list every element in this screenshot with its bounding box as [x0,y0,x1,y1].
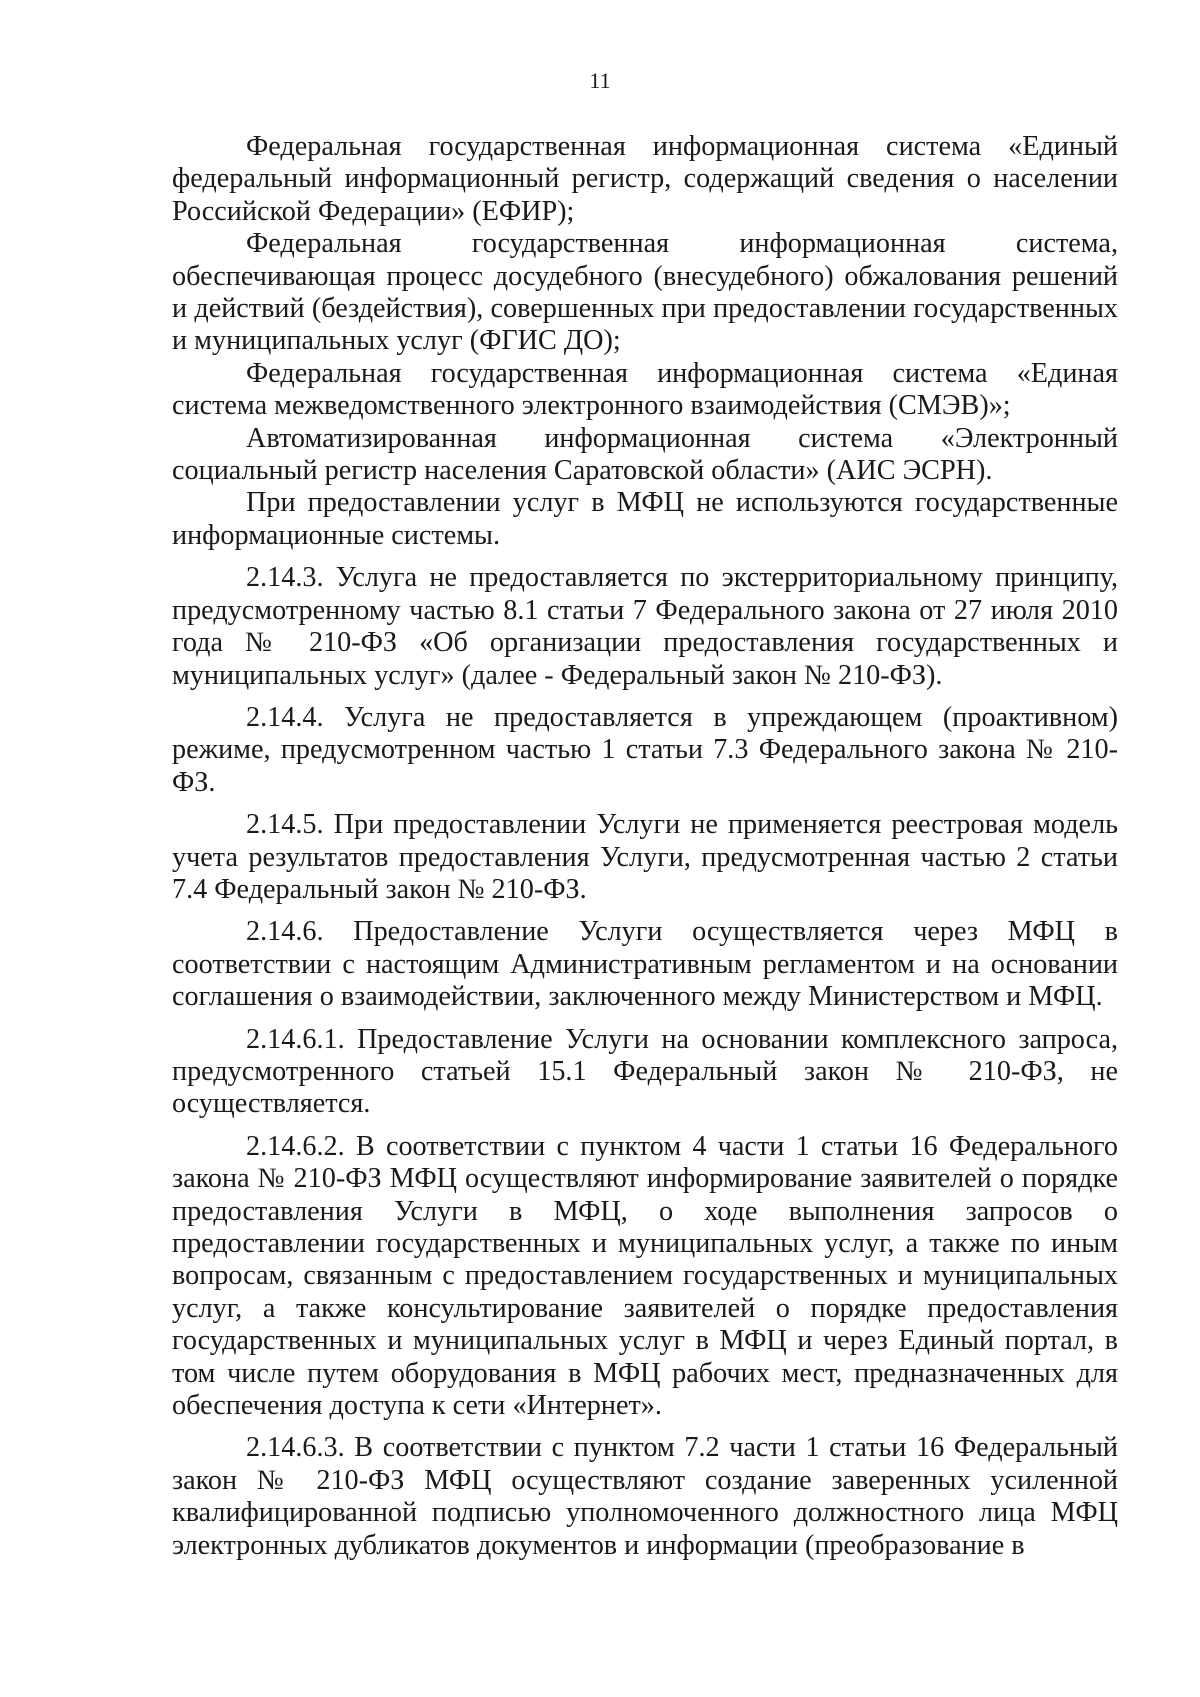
paragraph-mfc-no-gis: При предоставлении услуг в МФЦ не используются государственные информационные системы. [172,487,1118,551]
paragraph-2-14-6-1: 2.14.6.1. Предоставление Услуги на основании комплексного запроса, предусмотренного статьей 15.1 Федеральный закон № 210-ФЗ, не осуществляется. [172,1023,1118,1120]
paragraph-fgis-do: Федеральная государственная информационная система, обеспечивающая процесс досудебного (внесудебного) обжалования решений и действий (бездействия), совершенных при предоставлении государственных и муниципальных услуг (ФГИС ДО); [172,228,1118,357]
document-body [172,131,1118,1562]
paragraph-smev: Федеральная государственная информационная система «Единая система межведомственного электронного взаимодействия (СМЭВ)»; [172,357,1118,422]
paragraph-efir: Федеральная государственная информационная система «Единый федеральный информационный регистр, содержащий сведения о населении Российской Федерации» (ЕФИР); [172,131,1118,227]
paragraph-2-14-6-3: 2.14.6.3. В соответствии с пунктом 7.2 части 1 статьи 16 Федеральный закон № 210-ФЗ МФЦ осуществляют создание заверенных усиленной квалифицированной подписью уполномоченного должностного лица МФЦ электронных дубликатов документов и информации (преобразование в [172,1432,1118,1561]
paragraph-2-14-4: 2.14.4. Услуга не предоставляется в упреждающем (проактивном) режиме, предусмотренном частью 1 статьи 7.3 Федерального закона № 210-ФЗ. [172,701,1118,798]
paragraph-2-14-5: 2.14.5. При предоставлении Услуги не применяется реестровая модель учета результатов предоставления Услуги, предусмотренная частью 2 статьи 7.4 Федеральный закон № 210-ФЗ. [172,809,1118,905]
paragraph-2-14-6-2: 2.14.6.2. В соответствии с пунктом 4 части 1 статьи 16 Федерального закона № 210-ФЗ МФЦ осуществляют информирование заявителей о порядке предоставления Услуги в МФЦ, о ходе выполнения запросов о предоставлении государственных и муниципальных услуг, а также по иным вопросам, связанным с предоставлением государственных и муниципальных услуг, а также консультирование заявителей о порядке предоставления государственных и муниципальных услуг в МФЦ и через Единый портал, в том числе путем оборудования в МФЦ рабочих мест, предназначенных для обеспечения доступа к сети «Интернет». [172,1130,1118,1422]
paragraph-ais-esrn: Автоматизированная информационная система «Электронный социальный регистр населения Саратовской области» (АИС ЭСРН). [172,422,1118,487]
paragraph-2-14-3: 2.14.3. Услуга не предоставляется по экстерриториальному принципу, предусмотренному частью 8.1 статьи 7 Федерального закона от 27 июля 2010 года № 210-ФЗ «Об организации предоставления государственных и муниципальных услуг» (далее - Федеральный закон № 210-ФЗ). [172,562,1118,691]
paragraph-2-14-6: 2.14.6. Предоставление Услуги осуществляется через МФЦ в соответствии с настоящим Административным регламентом и на основании соглашения о взаимодействии, заключенного между Министерством и МФЦ. [172,916,1118,1013]
page-number: 11 [589,68,611,93]
